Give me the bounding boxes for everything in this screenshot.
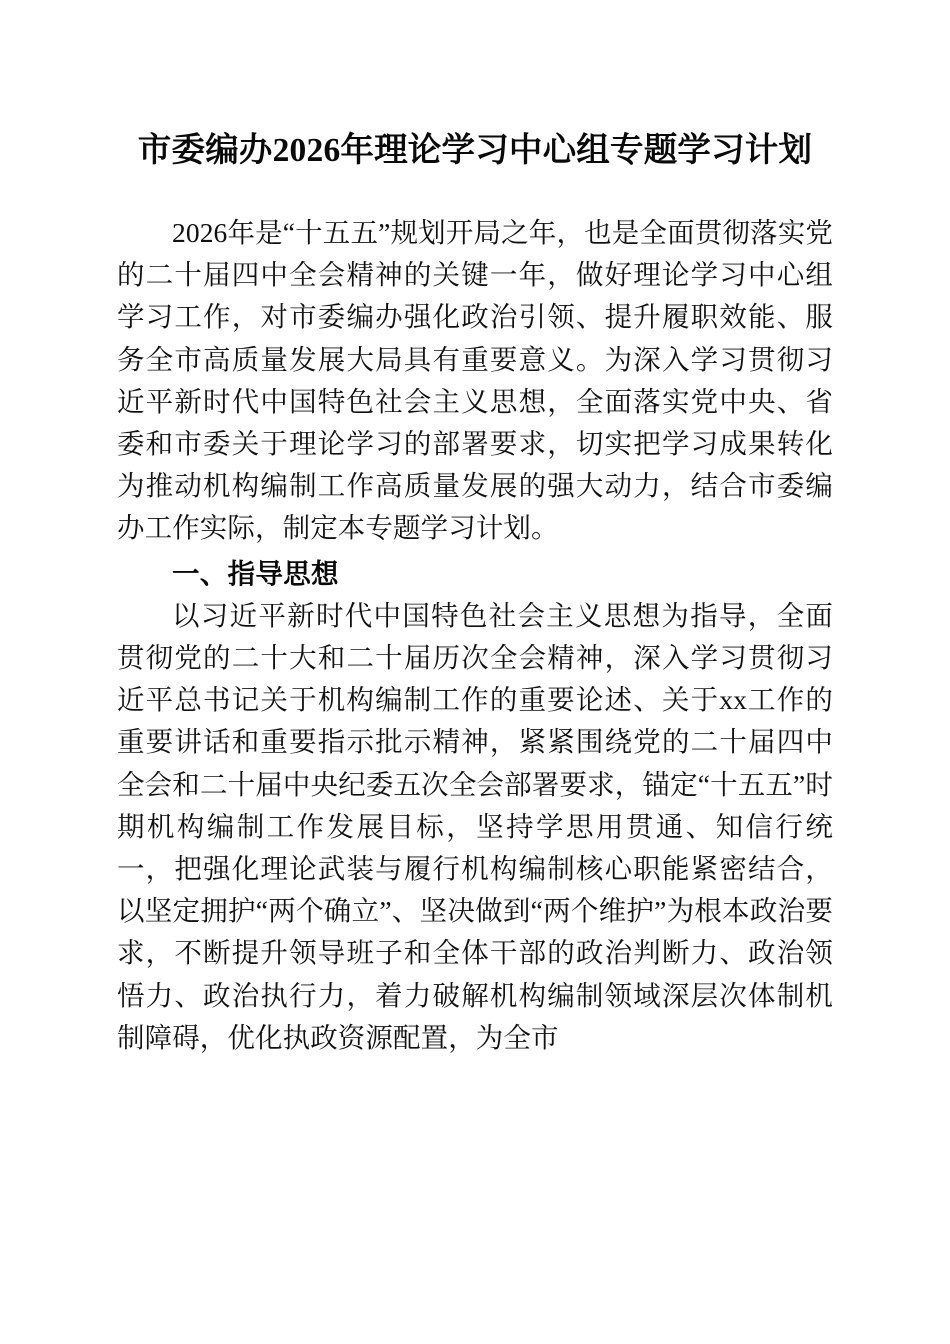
guiding-ideology-paragraph: 以习近平新时代中国特色社会主义思想为指导，全面贯彻党的二十大和二十届历次全会精神，深入学习贯彻习近平总书记关于机构编制工作的重要论述、关于xx工作的重要讲话和重要指示批示精神，紧紧围绕党的二十届四中全会和二十届中央纪委五次全会部署要求，锚定“十五五”时期机构编制工作发展目标，坚持学思用贯通、知信行统一，把强化理论武装与履行机构编制核心职能紧密结合，以坚定拥护“两个确立”、坚决做到“两个维护”为根本政治要求，不断提升领导班子和全体干部的政治判断力、政治领悟力、政治执行力，着力破解机构编制领域深层次体制机制障碍，优化执政资源配置，为全市 xyxy=(117,599,833,1053)
section-heading-guiding-ideology: 一、指导思想 xyxy=(172,557,339,589)
intro-paragraph: 2026年是“十五五”规划开局之年，也是全面贯彻落实党的二十届四中全会精神的关键一年，做好理论学习中心组学习工作，对市委编办强化政治引领、提升履职效能、服务全市高质量发展大局具有重要意义。为深入学习贯彻习近平新时代中国特色社会主义思想，全面落实党中央、省委和市委关于理论学习的部署要求，切实把学习成果转化为推动机构编制工作高质量发展的强大动力，结合市委编办工作实际，制定本专题学习计划。 xyxy=(117,217,833,544)
document-content-column xyxy=(117,0,833,1059)
document-title: 市委编办2026年理论学习中心组专题学习计划 xyxy=(137,132,813,169)
